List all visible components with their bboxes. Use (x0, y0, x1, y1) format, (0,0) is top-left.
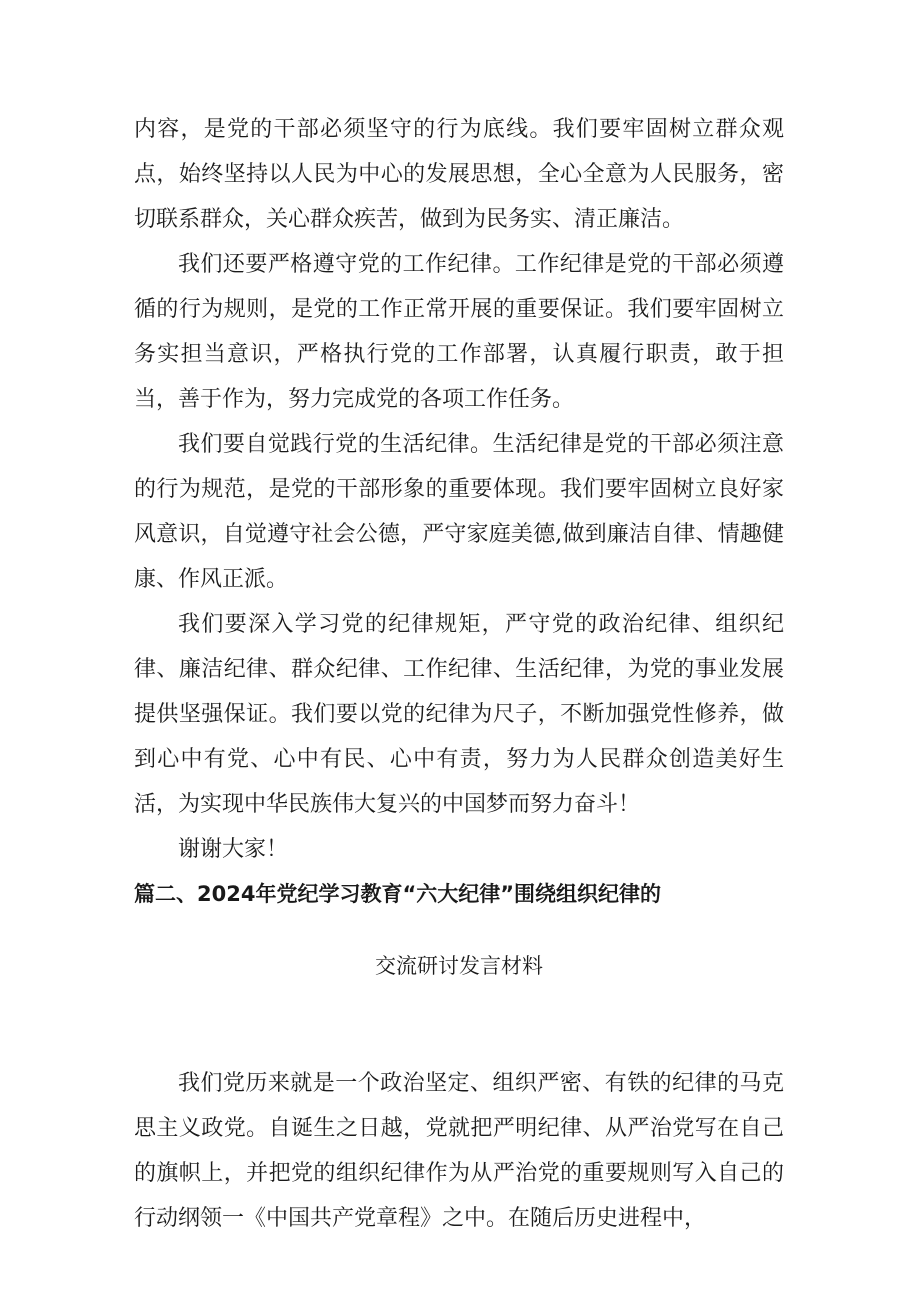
paragraph-conclusion: 我们要深入学习党的纪律规矩，严守党的政治纪律、组织纪律、廉洁纪律、群众纪律、工作纪律、生活纪律，为党的事业发展提供坚强保证。我们要以党的纪律为尺子，不断加强党性修养，做到心中有党、心中有民、心中有责，努力为人民群众创造美好生活，为实现中华民族伟大复兴的中国梦而努力奋斗！ (134, 612, 784, 817)
paragraph-section-intro: 我们党历来就是一个政治坚定、组织严密、有铁的纪律的马克思主义政党。自诞生之日越，党就把严明纪律、从严治党写在自己的旗帜上，并把党的组织纪律作为从严治党的重要规则写入自己的行动纲领一《中国共产党章程》之中。在随后历史进程中， (134, 1071, 784, 1231)
paragraph-work-discipline: 我们还要严格遵守党的工作纪律。工作纪律是党的干部必须遵循的行为规则，是党的工作正常开展的重要保证。我们要牢固树立务实担当意识，严格执行党的工作部署，认真履行职责，敢于担当，善于作为，努力完成党的各项工作任务。 (134, 252, 784, 412)
paragraph-thanks: 谢谢大家！ (178, 837, 289, 862)
document-body (134, 107, 784, 1241)
paragraph-life-discipline: 我们要自觉践行党的生活纪律。生活纪律是党的干部必须注意的行为规范，是党的干部形象的重要体现。我们要牢固树立良好家风意识，自觉遵守社会公德，严守家庭美德,做到廉洁自律、情趣健康、作风正派。 (134, 432, 784, 592)
section-subheading: 交流研讨发言材料 (375, 954, 543, 978)
section-heading: 篇二、2024年党纪学习教育“六大纪律”围绕组织纪律的 (134, 882, 662, 906)
paragraph-continued: 内容，是党的干部必须坚守的行为底线。我们要牢固树立群众观点，始终坚持以人民为中心的发展思想，全心全意为人民服务，密切联系群众，关心群众疾苦，做到为民务实、清正廉洁。 (134, 117, 784, 232)
